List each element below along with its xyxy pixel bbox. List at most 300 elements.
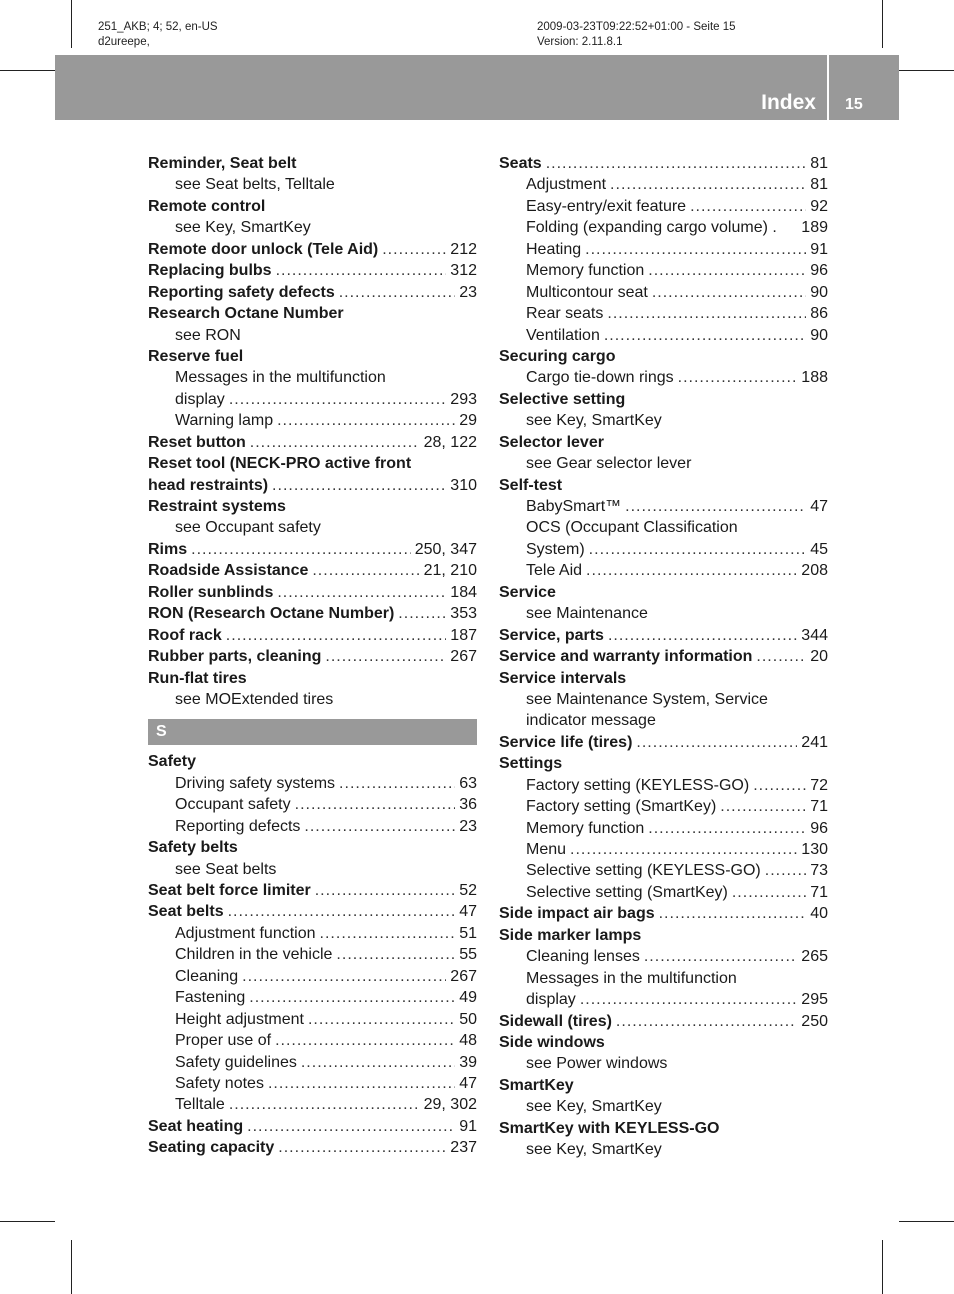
index-entry [148,837,477,858]
dot-leader [247,1116,455,1137]
dot-leader [325,646,446,667]
index-entry [499,625,828,646]
index-subentry [148,773,477,794]
index-subentry [499,1053,828,1074]
dot-leader [546,153,807,174]
entry-term: Cargo tie-down rings [526,369,674,387]
index-entry [148,751,477,772]
entry-term: Menu [526,841,567,858]
dot-leader [398,603,446,624]
index-column-right [499,153,828,1161]
entry-term: Memory function [526,819,645,837]
page-reference[interactable]: 92 [810,197,828,215]
index-entry [499,1075,828,1096]
entry-term: Heating [526,240,582,258]
dot-leader [644,946,797,967]
dot-leader [277,582,446,603]
crop-mark [71,1240,72,1294]
entry-term: Service life (tires) [499,733,633,751]
page-title: Index [761,91,816,114]
dot-leader [765,860,806,881]
index-subentry [148,1052,477,1073]
entry-term: see Maintenance [526,605,648,623]
dot-leader [301,1052,455,1073]
index-subentry [148,174,477,195]
index-subentry [499,818,828,839]
page-reference[interactable]: 267 [450,967,477,985]
index-entry [148,1137,477,1158]
index-subentry [148,816,477,837]
dot-leader [616,1011,797,1032]
dot-leader [272,475,446,496]
entry-term: see Occupant safety [175,519,321,537]
index-subentry [499,1096,828,1117]
entry-term: Reset tool (NECK-PRO active front [148,455,412,473]
index-subentry [499,839,828,860]
page-reference[interactable]: 187 [450,626,477,644]
page-reference[interactable]: 90 [810,283,828,301]
entry-term: see Seat belts [175,860,277,878]
entry-term: Side windows [499,1033,605,1051]
index-subentry [499,560,828,581]
index-entry [148,646,477,667]
entry-term: Safety notes [175,1074,264,1092]
dot-leader [339,282,455,303]
index-entry [148,282,477,303]
crop-mark [899,70,954,71]
index-entry [148,260,477,281]
index-entry [148,346,477,367]
entry-term: Safety [148,753,197,771]
print-meta-right [537,20,736,50]
entry-term: Tele Aid [526,562,583,580]
entry-term: Reminder, Seat belt [148,155,297,172]
page-reference[interactable]: 47 [810,498,828,515]
entry-term: see Key, SmartKey [526,1141,662,1159]
entry-term: Warning lamp [175,412,274,430]
index-subentry [499,796,828,817]
index-entry [148,560,477,581]
entry-term: Cleaning [175,967,239,985]
index-entry [499,1032,828,1053]
index-subentry [499,775,828,796]
page-reference[interactable]: 250, 347 [414,540,477,558]
index-subentry [499,517,828,538]
page-reference[interactable]: 29 [459,412,477,430]
entry-term: Factory setting (KEYLESS-GO) [526,776,750,794]
index-subentry [148,987,477,1008]
index-subentry [499,217,828,238]
entry-term: Sidewall (tires) [499,1012,612,1030]
entry-term: see Key, SmartKey [526,412,662,430]
entry-term: Service and warranty information [499,648,753,666]
index-entry [148,239,477,260]
page-reference[interactable]: 47 [459,1074,477,1092]
page-reference[interactable]: 250 [801,1012,828,1030]
entry-term: indicator message [526,712,656,730]
meta-job-id: 251_AKB; 4; 52, en-US [98,21,218,33]
index-subentry [148,410,477,431]
index-subentry [499,282,828,303]
entry-term: Service, parts [499,626,604,644]
dot-leader [636,732,797,753]
entry-term: Research Octane Number [148,305,344,323]
dot-leader [580,989,797,1010]
page-reference[interactable]: 71 [810,883,828,901]
entry-term: Restraint systems [148,498,286,515]
page-reference[interactable]: 71 [810,798,828,816]
crop-mark [899,1221,954,1222]
index-subentry [148,944,477,965]
index-subentry [148,923,477,944]
dot-leader [295,794,456,815]
index-subentry [148,389,477,410]
dot-leader [228,901,456,922]
entry-term: Roadside Assistance [148,562,309,580]
entry-term: Roller sunblinds [148,583,274,601]
entry-term: Adjustment [526,176,607,194]
entry-term: Selective setting [499,390,626,408]
dot-leader [304,816,455,837]
page-reference[interactable]: 344 [801,626,828,644]
page-reference[interactable]: 23 [459,283,477,301]
entry-term: Seat belt force limiter [148,882,311,899]
entry-term: Reserve fuel [148,347,244,365]
dot-leader [625,496,806,517]
entry-term: BabySmart™ [526,498,622,515]
page-reference[interactable]: 21, 210 [423,562,477,580]
dot-leader [277,410,455,431]
banner-divider [827,55,829,120]
dot-leader [382,239,446,260]
page-reference[interactable]: 48 [459,1032,477,1050]
index-subentry [499,968,828,989]
entry-term: Children in the vehicle [175,946,333,964]
entry-term: Replacing bulbs [148,262,272,280]
crop-mark [71,0,72,48]
index-entry [499,925,828,946]
dot-leader [250,432,420,453]
dot-leader [336,944,455,965]
meta-timestamp: 2009-03-23T09:22:52+01:00 - Seite 15 [537,21,736,33]
page-reference[interactable]: 237 [450,1139,477,1157]
entry-term: see Gear selector lever [526,455,692,473]
dot-leader [308,1009,455,1030]
page-reference[interactable]: 91 [459,1117,477,1135]
entry-term: display [175,390,225,408]
page-reference[interactable]: 130 [801,841,828,858]
page-reference[interactable]: 295 [801,991,828,1009]
entry-term: RON (Research Octane Number) [148,605,395,623]
page-reference[interactable]: 23 [459,817,477,835]
entry-term: Fastening [175,989,246,1007]
section-letter-header: S [148,719,477,745]
page-reference[interactable]: 52 [459,882,477,899]
dot-leader [339,773,455,794]
page-reference[interactable]: 90 [810,326,828,344]
index-subentry [499,239,828,260]
index-subentry [499,325,828,346]
index-entry [499,153,828,174]
entry-term: see Key, SmartKey [175,219,311,237]
index-entry [148,603,477,624]
crop-mark [882,0,883,48]
index-subentry [499,689,828,710]
entry-term: Rear seats [526,305,604,323]
dot-leader [678,367,798,388]
entry-term: Roof rack [148,626,222,644]
entry-term: Run-flat tires [148,669,247,687]
index-entry [499,432,828,453]
entry-term: Seat heating [148,1117,244,1135]
entry-term: see Maintenance System, Service [526,690,768,708]
page-reference[interactable]: 20 [810,648,828,666]
print-meta-left [98,20,218,50]
page-reference[interactable]: 36 [459,796,477,814]
index-subentry [148,517,477,538]
dot-leader [320,923,456,944]
page-reference[interactable]: 293 [450,390,477,408]
entry-term: Service intervals [499,669,627,687]
page-reference[interactable]: 96 [810,262,828,280]
entry-term: System) [526,540,585,558]
index-subentry [148,966,477,987]
page-reference[interactable]: 184 [450,583,477,601]
index-entry [499,1011,828,1032]
index-entry [499,732,828,753]
dot-leader [659,903,807,924]
page-reference[interactable]: 63 [459,774,477,792]
index-subentry [499,710,828,731]
entry-term: Selective setting (KEYLESS-GO) [526,862,761,880]
index-subentry [499,1139,828,1160]
page-reference[interactable]: 39 [459,1053,477,1071]
dot-leader [586,560,797,581]
entry-term: SmartKey [499,1076,574,1094]
index-entry [499,1118,828,1139]
index-entry [148,453,477,474]
page-reference[interactable]: 188 [801,369,828,387]
entry-term: Height adjustment [175,1010,304,1028]
meta-version: Version: 2.11.8.1 [537,36,623,48]
page-reference[interactable]: 81 [810,176,828,194]
page-reference[interactable]: 241 [801,733,828,751]
page-reference[interactable]: 81 [810,155,828,172]
crop-mark [882,1240,883,1294]
index-entry [499,753,828,774]
page-reference[interactable]: 28, 122 [423,433,477,451]
dot-leader [275,1030,455,1051]
page-reference[interactable]: 29, 302 [423,1096,477,1114]
entry-term: Occupant safety [175,796,291,814]
index-entry [148,880,477,901]
index-subentry [148,859,477,880]
index-entry [148,668,477,689]
dot-leader [608,625,797,646]
entry-term: Side impact air bags [499,905,655,923]
dot-leader [607,303,806,324]
index-column-left [148,153,477,1159]
index-subentry [148,1009,477,1030]
page-reference[interactable]: 49 [459,989,477,1007]
entry-term: Self-test [499,476,563,494]
entry-term: Side marker lamps [499,926,642,944]
index-entry [148,153,477,174]
page-reference[interactable]: 91 [810,240,828,258]
dot-leader [191,539,411,560]
page-reference[interactable]: 72 [810,776,828,794]
entry-term: Reset button [148,433,246,451]
index-entry [148,625,477,646]
dot-leader [229,1094,420,1115]
page-reference[interactable]: 310 [450,476,477,494]
entry-term: Messages in the multifunction [175,369,386,387]
entry-term: Ventilation [526,326,600,344]
dot-leader [690,196,806,217]
entry-term: Rubber parts, cleaning [148,648,322,666]
page-reference[interactable]: 51 [459,924,477,942]
index-entry [148,901,477,922]
index-subentry [148,367,477,388]
index-subentry [499,303,828,324]
dot-leader [610,174,806,195]
page-number: 15 [845,96,863,113]
index-subentry [499,196,828,217]
entry-term: Remote control [148,197,266,215]
entry-term: head restraints) [148,476,269,494]
index-subentry [148,1073,477,1094]
entry-term: Seats [499,155,542,172]
entry-term: Proper use of [175,1032,272,1050]
entry-term: OCS (Occupant Classification [526,519,738,537]
page-reference[interactable]: 50 [459,1010,477,1028]
dot-leader [753,775,806,796]
page-reference[interactable]: 47 [459,903,477,921]
index-subentry [148,689,477,710]
entry-term: see MOExtended tires [175,690,334,708]
index-entry [148,196,477,217]
index-subentry [499,539,828,560]
entry-term: see RON [175,326,241,344]
index-entry [148,539,477,560]
dot-leader [732,882,806,903]
entry-term: Settings [499,755,563,773]
page-reference[interactable]: 45 [810,540,828,558]
dot-leader [585,239,806,260]
index-subentry [499,860,828,881]
dot-leader [249,987,455,1008]
dot-leader [312,560,419,581]
entry-term: Factory setting (SmartKey) [526,798,717,816]
entry-term: Multicontour seat [526,283,648,301]
dot-leader [648,260,806,281]
crop-mark [0,70,55,71]
index-subentry [499,989,828,1010]
page-reference[interactable]: 267 [450,648,477,666]
index-entry [499,346,828,367]
entry-term: Adjustment function [175,924,316,942]
index-entry [148,582,477,603]
entry-term: Remote door unlock (Tele Aid) [148,240,379,258]
entry-term: see Power windows [526,1055,668,1073]
dot-leader [268,1073,455,1094]
dot-leader [226,625,447,646]
entry-term: Reporting safety defects [148,283,335,301]
entry-term: Service [499,583,556,601]
entry-term: see Key, SmartKey [526,1098,662,1116]
entry-term: Safety belts [148,839,238,857]
index-subentry [148,1030,477,1051]
page-reference[interactable]: 353 [450,605,477,623]
entry-term: display [526,991,576,1009]
entry-term: Selector lever [499,433,604,451]
page-reference[interactable]: 86 [810,305,828,323]
entry-term: Securing cargo [499,347,616,365]
dot-leader [720,796,806,817]
dot-leader [589,539,807,560]
entry-term: Seat belts [148,903,224,921]
page-reference[interactable]: 55 [459,946,477,964]
entry-term: Easy-entry/exit feature [526,197,687,215]
dot-leader [315,880,455,901]
meta-user: d2ureepe, [98,36,150,48]
entry-term: Folding (expanding cargo volume) . [526,219,777,237]
index-entry [499,903,828,924]
page-reference[interactable]: 96 [810,819,828,837]
page-reference[interactable]: 40 [810,905,828,923]
dot-leader [570,839,797,860]
page-reference[interactable]: 208 [801,562,828,580]
dot-leader [229,389,446,410]
index-entry [499,475,828,496]
entry-term: Driving safety systems [175,774,336,792]
entry-term: Messages in the multifunction [526,969,737,987]
entry-term: Selective setting (SmartKey) [526,883,728,901]
page-reference[interactable]: 189 [801,219,828,237]
index-subentry [499,367,828,388]
entry-term: Reporting defects [175,817,301,835]
dot-leader [278,1137,446,1158]
index-subentry [499,260,828,281]
index-entry [148,475,477,496]
index-subentry [148,325,477,346]
dot-leader [652,282,806,303]
index-entry [148,432,477,453]
index-subentry [499,410,828,431]
index-entry [499,646,828,667]
entry-term: Telltale [175,1096,225,1114]
page-reference[interactable]: 73 [810,862,828,880]
crop-mark [0,1221,55,1222]
index-subentry [499,174,828,195]
page-reference[interactable]: 212 [450,240,477,258]
index-entry [499,668,828,689]
index-entry [148,496,477,517]
index-entry [148,1116,477,1137]
entry-term: Rims [148,540,188,558]
page-reference[interactable]: 265 [801,948,828,966]
index-subentry [499,882,828,903]
page-reference[interactable]: 312 [450,262,477,280]
index-subentry [148,217,477,238]
index-subentry [148,1094,477,1115]
entry-term: Safety guidelines [175,1053,297,1071]
index-subentry [499,946,828,967]
entry-term: SmartKey with KEYLESS-GO [499,1119,720,1137]
entry-term: Memory function [526,262,645,280]
entry-term: Cleaning lenses [526,948,640,966]
index-subentry [148,794,477,815]
